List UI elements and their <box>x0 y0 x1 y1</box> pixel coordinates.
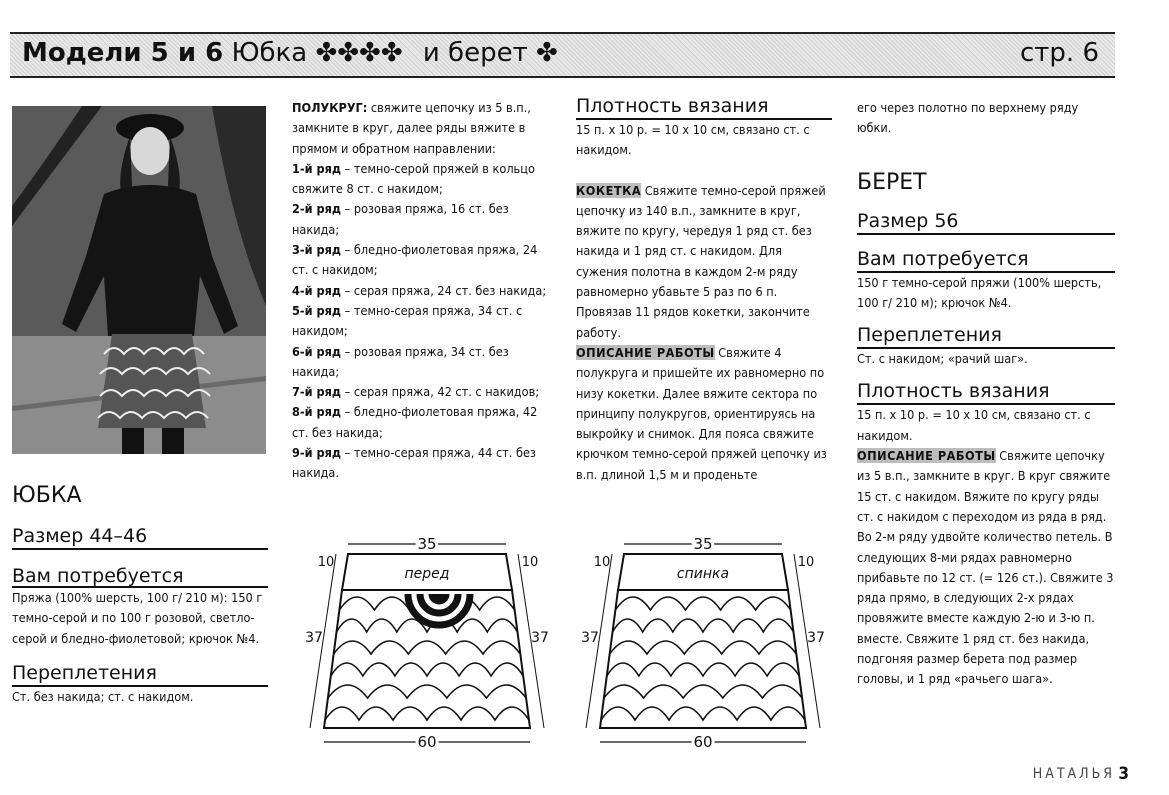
semicircle-intro-text: свяжите цепочку из 5 в.п., замкните в круг, далее ряды вяжите в прямом и обратном направлении: <box>292 100 531 156</box>
row-label: 3-й ряд <box>292 242 342 258</box>
skirt-work-text: Свяжите 4 полукруга и пришейте их равномерно по низу кокетки. Далее вяжите сектора по принципу полукругов, ориентируясь на выкройку и снимок. Для пояса свяжите крючком темно-серой пряжей цепочку из в.п. длиной 1,5 м и проденьте <box>576 344 827 482</box>
title-models: Модели 5 и 6 <box>22 38 224 68</box>
row-text: – темно-серая пряжа, 44 ст. без накида. <box>292 445 536 481</box>
left-side-measure: 37 <box>305 630 323 646</box>
row-label: 7-й ряд <box>292 384 342 400</box>
semicircle-row <box>292 382 550 402</box>
row-label: 1-й ряд <box>292 160 342 176</box>
skirt-size-heading: Размер 44–46 <box>12 524 268 550</box>
semicircle-row <box>292 443 550 484</box>
row-text: – темно-серой пряжей в кольцо свяжите 8 ст. с накидом; <box>292 160 535 197</box>
photo-illustration <box>12 106 266 454</box>
row-text: – розовая пряжа, 34 ст. без накида; <box>292 343 509 379</box>
beret-difficulty-stars: ✤ <box>535 38 558 68</box>
beret-size-heading: Размер 56 <box>857 209 1115 235</box>
beret-work-paragraph <box>857 446 1115 690</box>
continuation-text: его через полотно по верхнему ряду юбки. <box>857 100 1079 136</box>
semicircle-row <box>292 281 550 301</box>
beret-materials-heading: Вам потребуется <box>857 247 1115 273</box>
beret-stitches-text: Ст. с накидом; «рачий шаг». <box>857 351 1028 367</box>
back-pattern-diagram <box>572 532 834 754</box>
row-label: 8-й ряд <box>292 404 342 420</box>
page-number-label: стр. 6 <box>1019 38 1099 68</box>
skirt-materials-heading: Вам потребуется <box>12 565 184 587</box>
row-text: – розовая пряжа, 16 ст. без накида; <box>292 201 509 237</box>
row-label: 9-й ряд <box>292 445 342 461</box>
yoke-label: КОКЕТКА <box>576 182 642 198</box>
row-text: – серая пряжа, 42 ст. с накидов; <box>341 384 540 400</box>
semicircle-row <box>292 240 550 281</box>
row-label: 6-й ряд <box>292 343 342 359</box>
beret-work-text: Свяжите цепочку из 5 в.п., замкните в круг. В круг свяжите 15 ст. с накидом. Вяжите по кругу ряды ст. с накидом с переходом из ряда в ряд. Во 2-м ряду удвойте количество петель. В следующих 8-ми рядах равномерно прибавьте по 12 ст. (= 126 ст.). Свяжите 3 ряда прямо, в следующих 2-х рядах провяжите вместе каждую 2-ю и 3-ю п. вместе. Свяжите 1 ряд ст. без накида, подгоняя размер берета под размер головы, и 1 ряд «рачьего шага». <box>857 448 1114 687</box>
magazine-name: НАТАЛЬЯ <box>1032 766 1115 782</box>
skirt-info-column <box>12 482 268 707</box>
left-side-measure: 37 <box>581 630 599 646</box>
page-title <box>22 38 558 68</box>
bottom-measure: 60 <box>693 733 713 751</box>
left-yoke-measure: 10 <box>317 555 335 570</box>
beret-column <box>857 98 1115 690</box>
skirt-difficulty-stars: ✤✤✤✤ <box>315 38 403 68</box>
beret-work-label: ОПИСАНИЕ РАБОТЫ <box>857 448 996 464</box>
front-pattern-diagram <box>296 532 558 754</box>
semicircle-row <box>292 342 550 383</box>
bottom-measure: 60 <box>417 733 437 751</box>
row-text: – темно-серая пряжа, 34 ст. с накидом; <box>292 302 523 339</box>
row-text: – бледно-фиолетовая пряжа, 42 ст. без накида; <box>292 404 538 440</box>
yoke-text: Свяжите темно-серой пряжей цепочку из 140 в.п., замкните в круг, вяжите по кругу, чередуя 1 ряд ст. без накида и 1 ряд ст. с накидом. Для сужения полотна в каждом 2-м ряду равномерно убавьте 5 раз по 6 п. Провязав 11 рядов кокетки, закончите работу. <box>576 182 826 340</box>
skirt-work-column <box>576 94 832 485</box>
semicircle-row <box>292 159 550 200</box>
skirt-materials-text: Пряжа (100% шерсть, 100 г/ 210 м): 150 г темно-серой и по 100 г розовой, светло-серой и бледно-фиолетовой; крючок №4. <box>12 590 263 646</box>
skirt-stitches-heading: Переплетения <box>12 661 268 687</box>
row-label: 5-й ряд <box>292 302 342 318</box>
semicircle-label: ПОЛУКРУГ: <box>292 100 368 115</box>
magazine-page-number: 3 <box>1118 764 1129 784</box>
semicircle-row <box>292 199 550 240</box>
header-banner <box>10 32 1115 78</box>
skirt-work-paragraph <box>576 343 832 485</box>
skirt-density-heading: Плотность вязания <box>576 94 832 120</box>
semicircle-row <box>292 301 550 342</box>
beret-heading: БЕРЕТ <box>857 169 927 195</box>
semicircle-intro <box>292 98 550 159</box>
title-beret: и берет <box>422 38 528 68</box>
skirt-density-text: 15 п. х 10 р. = 10 х 10 см, связано ст. с накидом. <box>576 122 810 158</box>
beret-stitches-heading: Переплетения <box>857 323 1115 349</box>
row-label: 2-й ряд <box>292 201 342 217</box>
right-side-measure: 37 <box>807 630 825 646</box>
pattern-piece-label: спинка <box>676 566 730 582</box>
top-measure: 35 <box>417 535 437 553</box>
left-yoke-measure: 10 <box>593 555 611 570</box>
skirt-work-label: ОПИСАНИЕ РАБОТЫ <box>576 344 715 360</box>
right-side-measure: 37 <box>531 630 549 646</box>
beret-materials-text: 150 г темно-серой пряжи (100% шерсть, 100 г/ 210 м); крючок №4. <box>857 274 1102 310</box>
title-skirt: Юбка <box>231 38 308 68</box>
row-text: – бледно-фиолетовая пряжа, 24 ст. с накидом; <box>292 242 538 278</box>
beret-density-heading: Плотность вязания <box>857 379 1115 405</box>
beret-density-text: 15 п. х 10 р. = 10 х 10 см, связано ст. с накидом. <box>857 407 1091 443</box>
semicircle-instructions <box>292 98 550 484</box>
top-measure: 35 <box>693 535 713 553</box>
semicircle-rows-list <box>292 159 550 484</box>
pattern-piece-label: перед <box>404 566 450 582</box>
right-yoke-measure: 10 <box>521 555 539 570</box>
row-text: – серая пряжа, 24 ст. без накида; <box>341 282 547 298</box>
model-photo <box>12 106 266 454</box>
skirt-heading: ЮБКА <box>12 483 82 508</box>
right-yoke-measure: 10 <box>797 555 815 570</box>
semicircle-row <box>292 402 550 443</box>
skirt-stitches-text: Ст. без накида; ст. с накидом. <box>12 688 194 704</box>
row-label: 4-й ряд <box>292 282 342 298</box>
yoke-paragraph <box>576 181 832 343</box>
